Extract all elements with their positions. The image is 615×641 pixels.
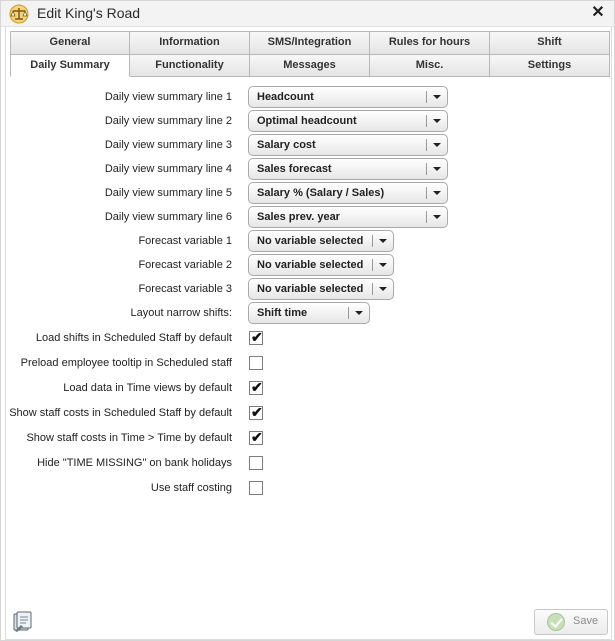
tab-rules-for-hours[interactable]: Rules for hours — [370, 31, 490, 54]
tab-messages[interactable]: Messages — [250, 54, 370, 77]
field-label: Daily view summary line 6 — [104, 211, 232, 223]
summary-line-4-select[interactable] — [248, 158, 448, 180]
check-circle-icon — [547, 613, 565, 631]
select-value: No variable selected — [257, 235, 364, 247]
tab-bar — [10, 31, 610, 77]
summary-line-4-row — [6, 158, 611, 180]
save-button[interactable] — [534, 609, 608, 635]
load-shifts-row — [6, 327, 611, 349]
select-value: Salary % (Salary / Sales) — [257, 187, 385, 199]
hide-time-missing-checkbox[interactable] — [249, 456, 263, 470]
forecast-variable-3-row — [6, 278, 611, 300]
staff-costs-time-row — [6, 427, 611, 449]
tab-functionality[interactable]: Functionality — [130, 54, 250, 77]
summary-line-6-select[interactable] — [248, 206, 448, 228]
select-value: Sales prev. year — [257, 211, 340, 223]
layout-narrow-shifts-row — [6, 302, 611, 324]
forecast-variable-1-select[interactable] — [248, 230, 394, 252]
scales-icon — [9, 4, 29, 24]
forecast-variable-1-row — [6, 230, 611, 252]
staff-costs-scheduled-row — [6, 402, 611, 424]
chevron-down-icon — [433, 143, 441, 147]
title-bar — [1, 1, 614, 27]
load-time-views-row — [6, 377, 611, 399]
select-value: Sales forecast — [257, 163, 332, 175]
field-label: Load data in Time views by default — [63, 382, 232, 394]
select-divider — [372, 235, 373, 247]
tab-general[interactable]: General — [10, 31, 130, 54]
field-label: Forecast variable 2 — [138, 259, 232, 271]
save-button-label: Save — [573, 615, 599, 627]
select-value: No variable selected — [257, 283, 364, 295]
close-icon[interactable]: ✕ — [591, 4, 605, 21]
tab-misc[interactable]: Misc. — [370, 54, 490, 77]
summary-line-1-select[interactable] — [248, 86, 448, 108]
field-label: Daily view summary line 5 — [104, 187, 232, 199]
checkmark-icon: ✔ — [251, 379, 263, 395]
summary-line-6-row — [6, 206, 611, 228]
checkmark-icon: ✔ — [251, 404, 263, 420]
field-label: Forecast variable 3 — [138, 283, 232, 295]
staff-costs-time-checkbox[interactable] — [249, 431, 263, 445]
summary-line-5-row — [6, 182, 611, 204]
load-time-views-checkbox[interactable] — [249, 381, 263, 395]
summary-line-1-row — [6, 86, 611, 108]
use-staff-costing-row — [6, 477, 611, 499]
checkmark-icon: ✔ — [251, 329, 263, 345]
summary-line-2-select[interactable] — [248, 110, 448, 132]
field-label: Use staff costing — [150, 482, 232, 494]
tab-shift[interactable]: Shift — [490, 31, 610, 54]
window-title: Edit King's Road — [37, 5, 141, 21]
select-value: Salary cost — [257, 139, 316, 151]
tab-information[interactable]: Information — [130, 31, 250, 54]
field-label: Forecast variable 1 — [138, 235, 232, 247]
dialog-content — [5, 27, 612, 640]
chevron-down-icon — [379, 287, 387, 291]
select-divider — [372, 283, 373, 295]
field-label: Layout narrow shifts: — [130, 307, 232, 319]
field-label: Daily view summary line 2 — [104, 115, 232, 127]
select-divider — [426, 91, 427, 103]
select-divider — [426, 139, 427, 151]
forecast-variable-3-select[interactable] — [248, 278, 394, 300]
tab-daily-summary[interactable]: Daily Summary — [10, 54, 130, 77]
tab-sms-integration[interactable]: SMS/Integration — [250, 31, 370, 54]
chevron-down-icon — [433, 119, 441, 123]
select-divider — [426, 163, 427, 175]
tab-row-bottom — [10, 54, 610, 77]
summary-line-2-row — [6, 110, 611, 132]
select-value: Optimal headcount — [257, 115, 357, 127]
layout-narrow-shifts-select[interactable] — [248, 302, 370, 324]
use-staff-costing-checkbox[interactable] — [249, 481, 263, 495]
field-label: Load shifts in Scheduled Staff by default — [35, 332, 232, 344]
preload-tooltip-checkbox[interactable] — [249, 356, 263, 370]
chevron-down-icon — [379, 239, 387, 243]
forecast-variable-2-row — [6, 254, 611, 276]
chevron-down-icon — [433, 191, 441, 195]
select-divider — [426, 211, 427, 223]
forecast-variable-2-select[interactable] — [248, 254, 394, 276]
field-label: Daily view summary line 1 — [104, 91, 232, 103]
chevron-down-icon — [433, 95, 441, 99]
staff-costs-scheduled-checkbox[interactable] — [249, 406, 263, 420]
tab-settings[interactable]: Settings — [490, 54, 610, 77]
select-value: No variable selected — [257, 259, 364, 271]
select-divider — [372, 259, 373, 271]
field-label: Show staff costs in Scheduled Staff by default — [9, 407, 232, 419]
select-value: Shift time — [257, 307, 308, 319]
chevron-down-icon — [379, 263, 387, 267]
field-label: Hide "TIME MISSING" on bank holidays — [37, 457, 232, 469]
load-shifts-checkbox[interactable] — [249, 331, 263, 345]
chevron-down-icon — [433, 215, 441, 219]
select-value: Headcount — [257, 91, 314, 103]
field-label: Show staff costs in Time > Time by default — [26, 432, 232, 444]
field-label: Preload employee tooltip in Scheduled staff — [20, 357, 232, 369]
select-divider — [426, 187, 427, 199]
summary-line-3-row — [6, 134, 611, 156]
field-label: Daily view summary line 3 — [104, 139, 232, 151]
hide-time-missing-row — [6, 452, 611, 474]
summary-line-3-select[interactable] — [248, 134, 448, 156]
document-tool-icon[interactable] — [12, 611, 34, 633]
chevron-down-icon — [355, 311, 363, 315]
chevron-down-icon — [433, 167, 441, 171]
select-divider — [426, 115, 427, 127]
preload-tooltip-row — [6, 352, 611, 374]
summary-line-5-select[interactable] — [248, 182, 448, 204]
field-label: Daily view summary line 4 — [104, 163, 232, 175]
tab-row-top — [10, 31, 610, 54]
checkmark-icon: ✔ — [251, 429, 263, 445]
select-divider — [348, 307, 349, 319]
